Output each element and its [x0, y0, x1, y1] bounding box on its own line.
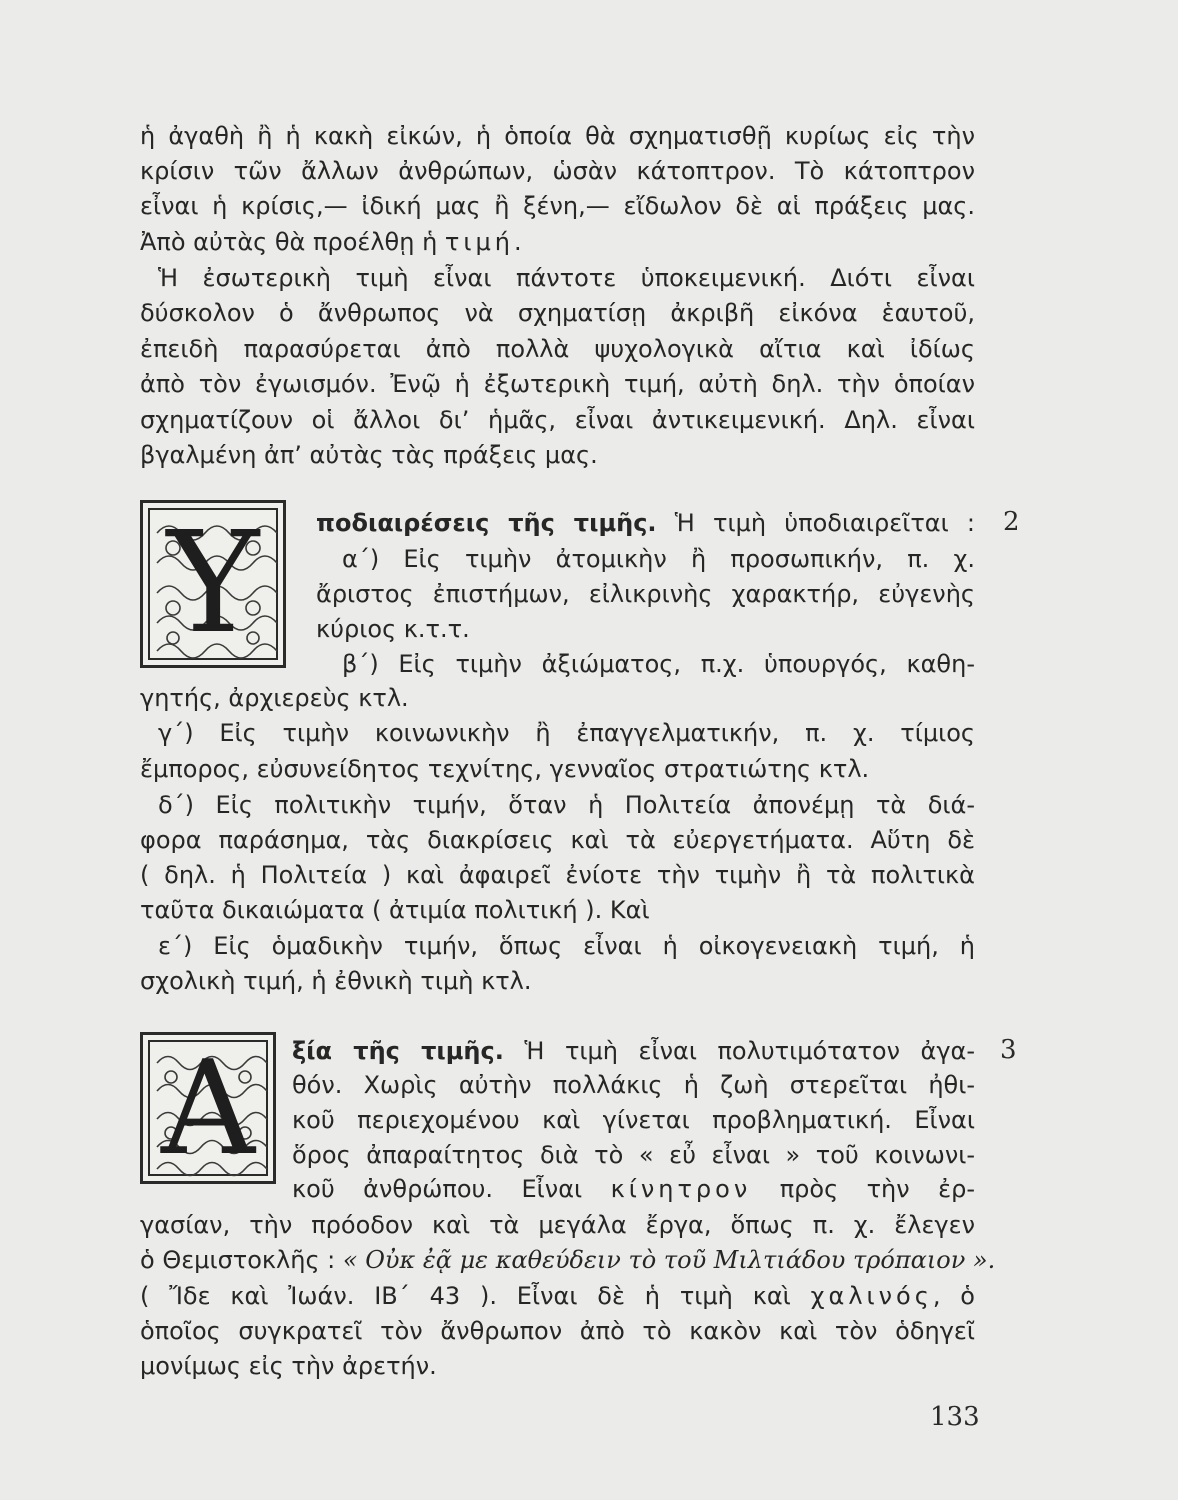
text-line: γασίαν, τὴν πρόοδον καὶ τὰ μεγάλα ἔργα, ὅπως π. χ. ἔλεγεν — [140, 1211, 975, 1239]
section-heading: ποδιαιρέσεις τῆς τιμῆς. — [316, 509, 657, 537]
spaced-word-kinetron: κίνητρον — [610, 1175, 752, 1203]
text-line: δ΄) Εἰς πολιτικὴν τιμήν, ὅταν ἡ Πολιτεία ἀπονέμῃ τὰ διά- — [158, 791, 975, 819]
text-line: κρίσιν τῶν ἄλλων ἀνθρώπων, ὡσὰν κάτοπτρον. Τὸ κάτοπτρον — [140, 157, 975, 185]
text-line: κύριος κ.τ.τ. — [316, 615, 470, 643]
spaced-word-time: τιμή — [444, 228, 514, 256]
text-line: σχηματίζουν οἱ ἄλλοι δι’ ἡμᾶς, εἶναι ἀντικειμενική. Δηλ. εἶναι — [140, 406, 975, 434]
text-line: μονίμως εἰς τὴν ἀρετήν. — [140, 1352, 437, 1380]
text-line: ὅρος ἀπαραίτητος διὰ τὸ « εὖ εἶναι » τοῦ κοινωνι- — [292, 1141, 975, 1169]
text-line: α΄) Εἰς τιμὴν ἀτομικὴν ἢ προσωπικήν, π. χ. — [342, 545, 975, 573]
text-line: γ΄) Εἰς τιμὴν κοινωνικὴν ἢ ἐπαγγελματικήν, π. χ. τίμιος — [158, 719, 975, 747]
text-line: γητής, ἀρχιερεὺς κτλ. — [140, 684, 409, 712]
text-line: βγαλμένη ἀπ’ αὐτὰς τὰς πράξεις μας. — [140, 441, 598, 469]
text-fragment: , ὁ — [932, 1282, 975, 1310]
ancient-quote: « Οὐκ ἐᾷ με καθεύδειν τὸ τοῦ Μιλτιάδου τρόπαιον ». — [342, 1246, 996, 1274]
text-line: εἶναι ἡ κρίσις,— ἰδική μας ἢ ξένη,— εἴδωλον δὲ αἱ πράξεις μας. — [140, 192, 975, 220]
text-line: ἀπὸ τὸν ἐγωισμόν. Ἐνῷ ἡ ἐξωτερικὴ τιμή, αὐτὴ δηλ. τὴν ὁποίαν — [140, 370, 975, 398]
section-heading: ξία τῆς τιμῆς. — [292, 1037, 504, 1065]
text-fragment: πρὸς τὴν ἐρ- — [779, 1175, 975, 1203]
text-fragment: ( Ἴδε καὶ Ἰωάν. ΙΒ΄ 43 ). Εἶναι δὲ ἡ τιμὴ καὶ — [140, 1282, 791, 1310]
text-line — [140, 226, 975, 258]
text-line: β΄) Εἰς τιμὴν ἀξιώματος, π.χ. ὑπουργός, καθη- — [342, 650, 975, 678]
text-fragment: Ἡ τιμὴ εἶναι πολυτιμότατον ἀγα- — [524, 1037, 975, 1065]
section-heading-line — [292, 1035, 975, 1067]
drop-cap-letter: Y — [166, 502, 260, 665]
margin-section-number: 3 — [1000, 1035, 1017, 1065]
text-line: ἔμπορος, εὐσυνείδητος τεχνίτης, γενναῖος στρατιώτης κτλ. — [140, 755, 870, 783]
text-line — [292, 1173, 975, 1205]
text-line: ἐπειδὴ παρασύρεται ἀπὸ πολλὰ ψυχολογικὰ αἴτια καὶ ἰδίως — [140, 335, 975, 363]
ornamental-drop-cap-a — [140, 1032, 276, 1184]
text-line: ε΄) Εἰς ὁμαδικὴν τιμήν, ὅπως εἶναι ἡ οἰκογενειακὴ τιμή, ἡ — [158, 932, 975, 960]
text-line: Ἡ ἐσωτερικὴ τιμὴ εἶναι πάντοτε ὑποκειμενική. Διότι εἶναι — [158, 264, 975, 292]
text-line: ὁποῖος συγκρατεῖ τὸν ἄνθρωπον ἀπὸ τὸ κακὸν καὶ τὸν ὁδηγεῖ — [140, 1317, 975, 1345]
text-fragment: ὁ Θεμιστοκλῆς : — [140, 1246, 336, 1274]
text-fragment: . — [513, 228, 522, 256]
text-line: ἡ ἀγαθὴ ἢ ἡ κακὴ εἰκών, ἡ ὁποία θὰ σχηματισθῇ κυρίως εἰς τὴν — [140, 122, 975, 150]
text-line: σχολικὴ τιμή, ἡ ἐθνικὴ τιμὴ κτλ. — [140, 967, 532, 995]
text-fragment: Ἀπὸ αὐτὰς θὰ προέλθῃ ἡ — [140, 228, 438, 256]
text-line: θόν. Χωρὶς αὐτὴν πολλάκις ἡ ζωὴ στερεῖται ἠθι- — [292, 1071, 975, 1099]
text-line: ἄριστος ἐπιστήμων, εἰλικρινὴς χαρακτήρ, εὐγενὴς — [316, 580, 975, 608]
text-line: ( δηλ. ἡ Πολιτεία ) καὶ ἀφαιρεῖ ἐνίοτε τὴν τιμὴν ἢ τὰ πολιτικὰ — [140, 861, 975, 889]
page-number: 133 — [930, 1402, 980, 1432]
drop-cap-letter: A — [161, 1032, 255, 1184]
spaced-word-chalinos: χαλινός — [810, 1282, 933, 1310]
section-heading-line — [316, 507, 975, 539]
text-line — [140, 1280, 975, 1312]
text-line — [140, 1244, 996, 1276]
text-fragment: Ἡ τιμὴ ὑποδιαιρεῖται : — [674, 509, 975, 537]
text-line: φορα παράσημα, τὰς διακρίσεις καὶ τὰ εὐεργετήματα. Αὕτη δὲ — [140, 826, 975, 854]
margin-section-number: 2 — [1003, 507, 1020, 537]
text-line: ταῦτα δικαιώματα ( ἀτιμία πολιτική ). Καὶ — [140, 896, 650, 924]
text-line: δύσκολον ὁ ἄνθρωπος νὰ σχηματίσῃ ἀκριβῆ εἰκόνα ἑαυτοῦ, — [140, 299, 975, 327]
text-fragment: κοῦ ἀνθρώπου. Εἶναι — [292, 1175, 583, 1203]
ornamental-drop-cap-y — [140, 500, 286, 668]
text-line: κοῦ περιεχομένου καὶ γίνεται προβληματική. Εἶναι — [292, 1106, 975, 1134]
